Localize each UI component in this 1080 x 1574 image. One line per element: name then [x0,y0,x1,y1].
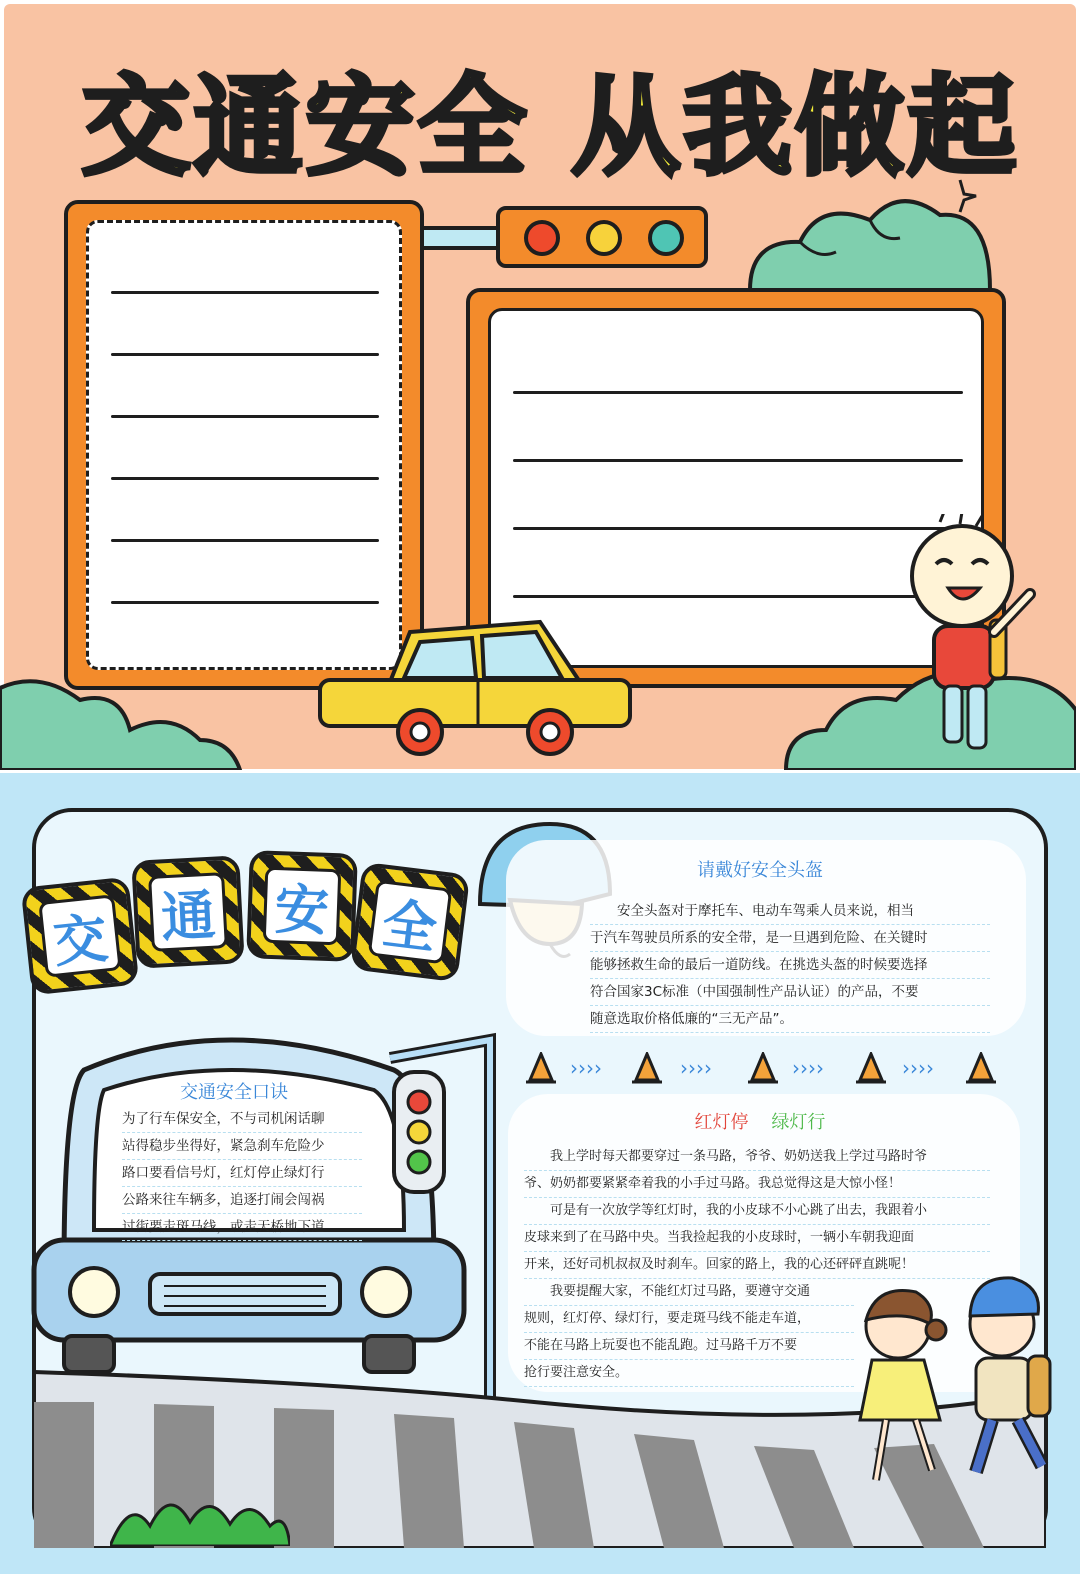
light-line: 可是有一次放学等红灯时，我的小皮球不小心跳了出去，我跟着小 [524,1198,990,1225]
title-tile [21,877,140,996]
rhyme-line: 过街要走斑马线，或走天桥地下道 [122,1214,362,1241]
light-heading [660,1108,860,1134]
rhyme-line: 公路来往车辆多，追逐打闹会闯祸 [122,1187,362,1214]
light-line: 开来，还好司机叔叔及时刹车。回家的路上，我的心还砰砰直跳呢！ [524,1252,990,1279]
girl-character-icon [836,1280,966,1490]
rhyme-heading: 交通安全口诀 [180,1082,288,1103]
rhyme-line: 站得稳步坐得好，紧急刹车危险少 [122,1133,362,1160]
traffic-signal-pole-icon [380,1020,520,1420]
green-light-icon [648,220,684,256]
left-writing-area [86,220,402,670]
writing-line [111,601,379,604]
connector-bar [420,226,502,250]
light-line: 皮球来到了在马路中央。当我捡起我的小皮球时，一辆小车朝我迎面 [524,1225,990,1252]
top-title: 交通安全 从我做起 [82,65,1020,190]
helmet-line: 能够拯救生命的最后一道防线。在挑选头盔的时候要选择 [590,952,990,979]
light-heading-red: 红灯停 [694,1112,749,1133]
title-tile [350,862,470,982]
arrow-chevrons: ›››› [570,1056,602,1080]
taxi-car-icon [300,612,640,762]
title-tile-char: 通 [148,872,228,952]
light-line: 我上学时每天都要穿过一条马路，爷爷、奶奶送我上学过马路时爷 [524,1144,990,1171]
light-line: 爷、奶奶都要紧紧牵着我的小手过马路。我总觉得这是大惊小怪！ [524,1171,990,1198]
writing-line [111,539,379,542]
writing-line [111,291,379,294]
boy-character-icon [900,514,1050,764]
helmet-paragraph [590,898,990,1033]
helmet-line: 于汽车驾驶员所系的安全带，是一旦遇到危险、在关键时 [590,925,990,952]
arrow-chevrons: ›››› [680,1056,712,1080]
traffic-cone-icon [526,1052,556,1084]
helmet-line: 符合国家3C标准（中国强制性产品认证）的产品，不要 [590,979,990,1006]
cones-row [526,1052,1006,1086]
writing-line [513,459,963,462]
helmet-heading: 请戴好安全头盔 [697,860,823,881]
light-heading-green: 绿灯行 [771,1112,826,1133]
writing-line [111,477,379,480]
grass-icon [110,1486,290,1546]
writing-line [513,527,963,530]
title-tile [131,855,245,969]
bush-icon [0,660,270,770]
rhyme-paragraph [122,1106,362,1241]
top-poster [0,0,1080,773]
light-line: 不能在马路上玩耍也不能乱跑。过马路千万不要 [524,1333,854,1360]
traffic-cone-icon [748,1052,778,1084]
writing-line [111,353,379,356]
title-tile-char: 安 [263,867,342,946]
traffic-cone-icon [632,1052,662,1084]
rhyme-line: 路口要看信号灯，红灯停止绿灯行 [122,1160,362,1187]
title-tile-char: 交 [38,894,122,978]
sparkle-icon [940,176,980,216]
yellow-light-icon [586,220,622,256]
arrow-chevrons: ›››› [902,1056,934,1080]
traffic-cone-icon [856,1052,886,1084]
light-line: 规则，红灯停、绿灯行，要走斑马线不能走车道， [524,1306,854,1333]
traffic-light-icon [496,206,708,268]
boy-cap-character-icon [952,1266,1062,1486]
watermark: CKT.CN [612,556,760,596]
title-tile [246,850,358,962]
traffic-cone-icon [966,1052,996,1084]
rhyme-line: 为了行车保安全，不与司机闲话聊 [122,1106,362,1133]
writing-line [111,415,379,418]
title-tile-char: 全 [368,880,453,965]
helmet-line: 安全头盔对于摩托车、电动车驾乘人员来说，相当 [590,898,990,925]
red-light-icon [524,220,560,256]
light-line: 我要提醒大家，不能红灯过马路，要遵守交通 [524,1279,854,1306]
writing-line [513,391,963,394]
helmet-line: 随意选取价格低廉的“三无产品”。 [590,1006,990,1033]
light-line: 抢行要注意安全。 [524,1360,854,1387]
arrow-chevrons: ›››› [792,1056,824,1080]
